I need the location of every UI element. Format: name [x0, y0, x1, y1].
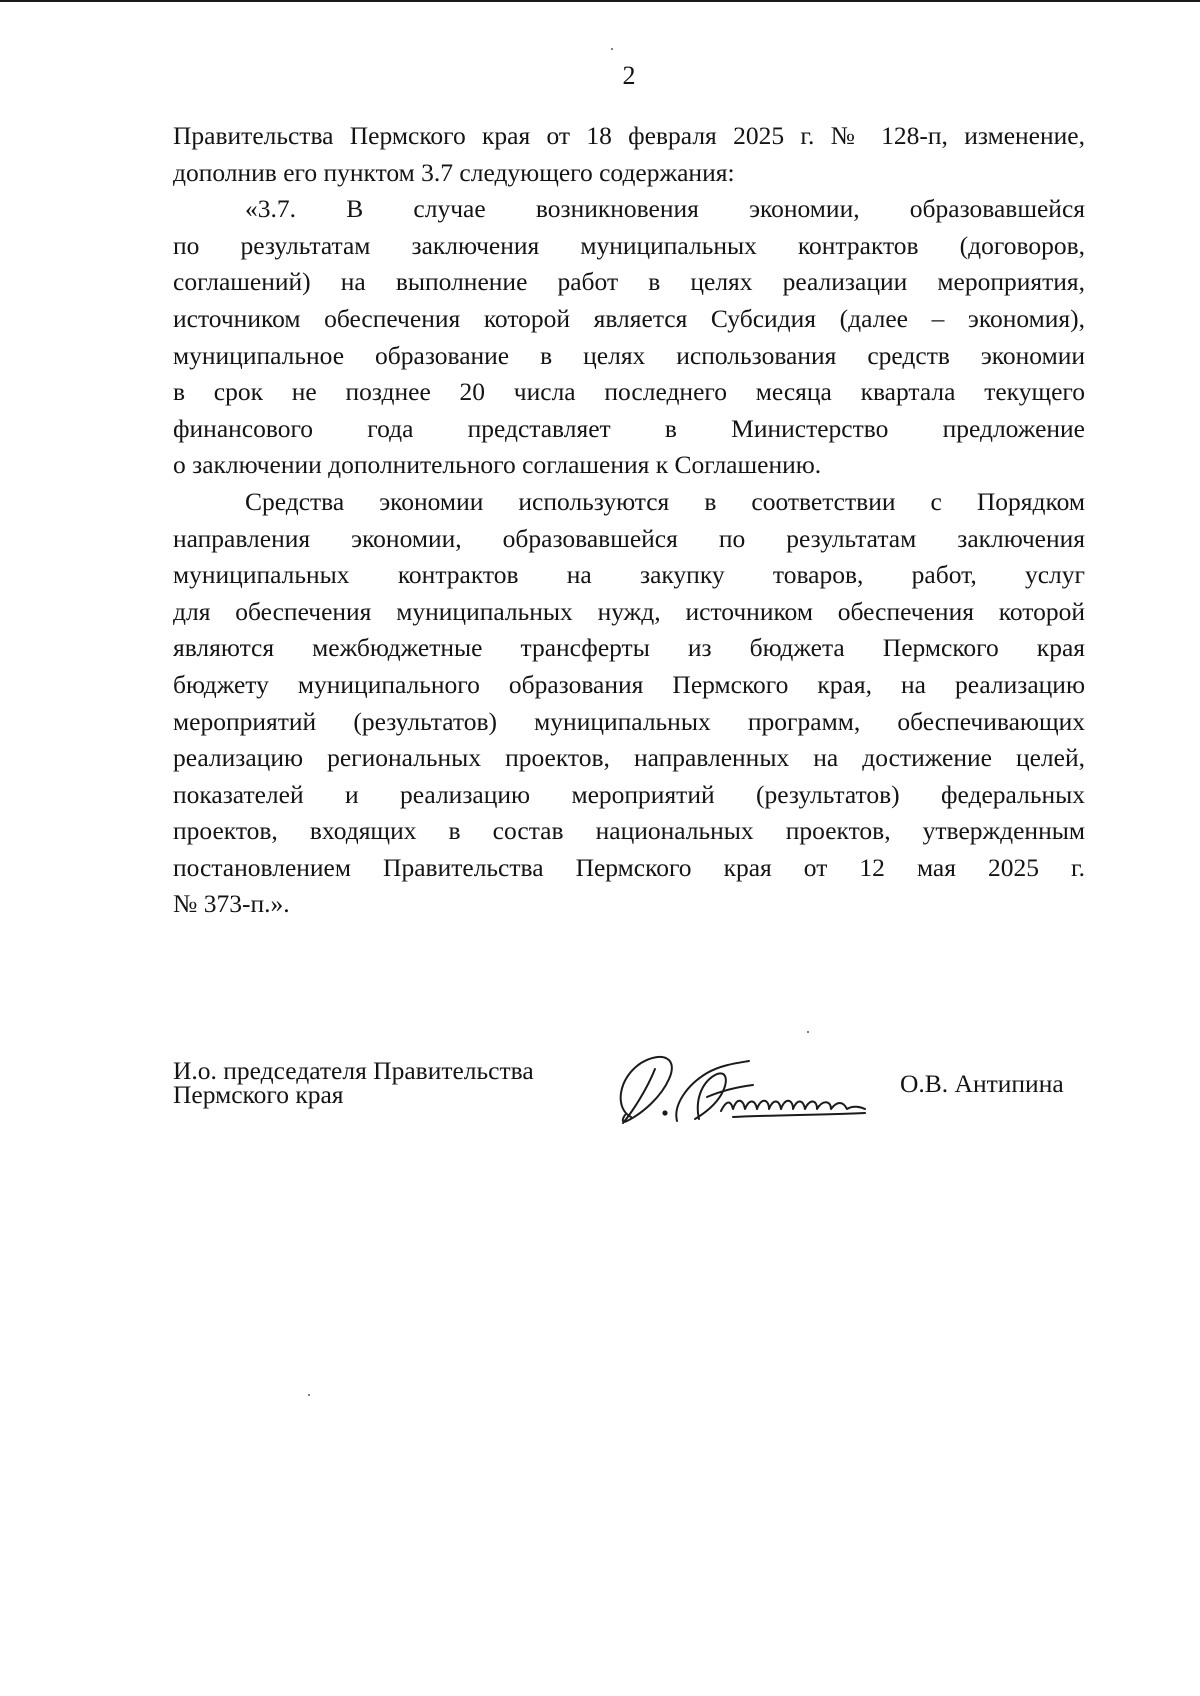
text-line: Средства экономии используются в соответствии с Порядком [245, 486, 1085, 516]
signer-title-line: И.о. председателя Правительства [173, 1056, 534, 1085]
document-body [173, 118, 1085, 923]
text-line: дополнив его пунктом 3.7 следующего содержания: [173, 157, 735, 187]
handwritten-signature [603, 1039, 903, 1139]
text-line: бюджету муниципального образования Пермского края, на реализацию [173, 669, 1085, 699]
scan-speck [308, 1394, 310, 1396]
text-line: муниципальных контрактов на закупку товаров, работ, услуг [173, 560, 1085, 590]
text-line: финансового года представляет в Министерство предложение [173, 413, 1085, 443]
text-line: для обеспечения муниципальных нужд, источником обеспечения которой [173, 596, 1085, 626]
text-line: источником обеспечения которой является Субсидия (далее – экономия), [173, 303, 1085, 333]
text-line: по результатам заключения муниципальных контрактов (договоров, [173, 230, 1085, 260]
text-line: «3.7. В случае возникновения экономии, образовавшейся [245, 194, 1085, 224]
signer-title-line: Пермского края [173, 1080, 344, 1109]
signer-name: О.В. Антипина [900, 1069, 1064, 1098]
text-line: проектов, входящих в состав национальных проектов, утвержденным [173, 816, 1085, 846]
text-line: реализацию региональных проектов, направленных на достижение целей, [173, 743, 1085, 773]
scan-speck [611, 48, 613, 50]
top-border-line [0, 0, 1200, 2]
signer-title [173, 1056, 534, 1109]
text-line: являются межбюджетные трансферты из бюджета Пермского края [173, 633, 1085, 663]
text-line: Правительства Пермского края от 18 февраля 2025 г. № 128-п, изменение, [173, 121, 1085, 150]
text-line: направления экономии, образовавшейся по результатам заключения [173, 523, 1085, 553]
text-line: мероприятий (результатов) муниципальных программ, обеспечивающих [173, 706, 1085, 736]
text-line: в срок не позднее 20 числа последнего месяца квартала текущего [173, 377, 1085, 407]
text-line: № 373-п.». [173, 889, 290, 919]
text-line: показателей и реализацию мероприятий (результатов) федеральных [173, 779, 1085, 809]
text-line: муниципальное образование в целях использования средств экономии [173, 340, 1085, 370]
signature-block [173, 1056, 1093, 1139]
page-number: 2 [622, 61, 636, 90]
text-line: о заключении дополнительного соглашения к Соглашению. [173, 450, 822, 480]
scan-speck [807, 1031, 809, 1033]
text-line: постановлением Правительства Пермского края от 12 мая 2025 г. [173, 852, 1085, 882]
text-line: соглашений) на выполнение работ в целях реализации мероприятия, [173, 267, 1085, 297]
